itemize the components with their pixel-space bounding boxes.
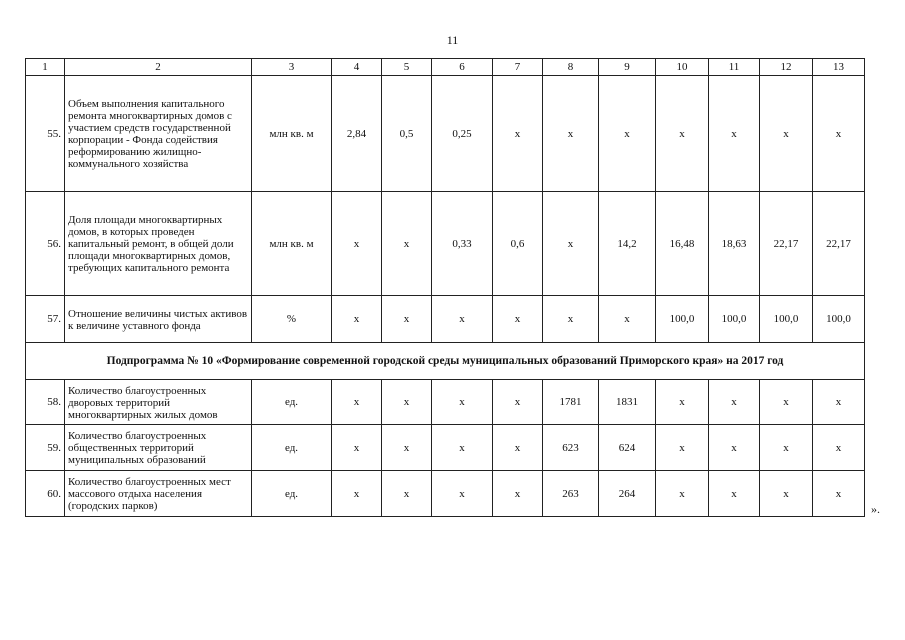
value-cell: x [709,425,760,471]
indicator-name: Количество благоустроенных дворовых территорий многоквартирных жилых домов [65,380,252,425]
value-cell: x [760,380,813,425]
column-header-4: 4 [332,59,382,76]
table-row [26,425,865,471]
value-cell: 263 [543,471,599,517]
value-cell: 0,5 [382,76,432,192]
value-cell: x [656,380,709,425]
value-cell: x [813,76,865,192]
column-header-7: 7 [493,59,543,76]
value-cell: 16,48 [656,192,709,296]
value-cell: 22,17 [760,192,813,296]
indicator-name: Количество благоустроенных общественных территорий муниципальных образований [65,425,252,471]
value-cell: 100,0 [709,296,760,343]
value-cell: x [493,76,543,192]
value-cell: 0,6 [493,192,543,296]
value-cell: x [709,76,760,192]
subprogram-title: Подпрограмма № 10 «Формирование современной городской среды муниципальных образований Приморского края» на 2017 год [26,343,865,380]
row-number: 57. [26,296,65,343]
indicator-name: Объем выполнения капитального ремонта многоквартирных домов с участием средств государственной корпорации - Фонда содействия реформированию жилищно-коммунального хозяйства [65,76,252,192]
value-cell: 0,33 [432,192,493,296]
unit-cell: млн кв. м [252,192,332,296]
column-header-11: 11 [709,59,760,76]
unit-cell: % [252,296,332,343]
value-cell: x [813,380,865,425]
indicator-name: Отношение величины чистых активов к величине уставного фонда [65,296,252,343]
table-row [26,76,865,192]
value-cell: x [813,471,865,517]
value-cell: x [382,425,432,471]
column-header-2: 2 [65,59,252,76]
header-row [26,59,865,76]
row-number: 55. [26,76,65,192]
value-cell: 2,84 [332,76,382,192]
value-cell: x [493,296,543,343]
value-cell: x [493,425,543,471]
value-cell: 264 [599,471,656,517]
value-cell: x [656,425,709,471]
table-row [26,380,865,425]
value-cell: x [332,471,382,517]
value-cell: x [599,76,656,192]
value-cell: 0,25 [432,76,493,192]
value-cell: x [382,192,432,296]
row-number: 58. [26,380,65,425]
indicator-name: Доля площади многоквартирных домов, в которых проведен капитальный ремонт, в общей доли площади многоквартирных домов, требующих капитального ремонта [65,192,252,296]
value-cell: x [760,471,813,517]
value-cell: x [332,296,382,343]
unit-cell: ед. [252,380,332,425]
value-cell: 623 [543,425,599,471]
value-cell: x [656,471,709,517]
value-cell: x [709,471,760,517]
table-row [26,471,865,517]
table-row [26,296,865,343]
value-cell: 100,0 [813,296,865,343]
value-cell: x [656,76,709,192]
column-header-13: 13 [813,59,865,76]
column-header-6: 6 [432,59,493,76]
value-cell: 18,63 [709,192,760,296]
column-header-10: 10 [656,59,709,76]
value-cell: x [760,76,813,192]
value-cell: x [543,192,599,296]
value-cell: 1781 [543,380,599,425]
unit-cell: ед. [252,425,332,471]
value-cell: x [382,380,432,425]
column-header-5: 5 [382,59,432,76]
indicator-name: Количество благоустроенных мест массового отдыха населения (городских парков) [65,471,252,517]
value-cell: x [332,425,382,471]
column-header-9: 9 [599,59,656,76]
column-header-3: 3 [252,59,332,76]
row-number: 59. [26,425,65,471]
unit-cell: ед. [252,471,332,517]
value-cell: x [760,425,813,471]
unit-cell: млн кв. м [252,76,332,192]
value-cell: x [432,380,493,425]
indicators-table [25,58,865,517]
page-number: 11 [446,33,459,47]
value-cell: 1831 [599,380,656,425]
value-cell: 14,2 [599,192,656,296]
column-header-8: 8 [543,59,599,76]
value-cell: x [382,296,432,343]
value-cell: x [432,471,493,517]
value-cell: x [813,425,865,471]
value-cell: x [432,425,493,471]
value-cell: x [493,380,543,425]
value-cell: x [432,296,493,343]
value-cell: 624 [599,425,656,471]
value-cell: x [493,471,543,517]
column-header-1: 1 [26,59,65,76]
value-cell: x [709,380,760,425]
value-cell: 22,17 [813,192,865,296]
value-cell: x [332,380,382,425]
value-cell: x [599,296,656,343]
value-cell: 100,0 [760,296,813,343]
column-header-12: 12 [760,59,813,76]
row-number: 60. [26,471,65,517]
closing-quote: ». [871,502,880,516]
table-row [26,192,865,296]
value-cell: x [382,471,432,517]
value-cell: 100,0 [656,296,709,343]
value-cell: x [332,192,382,296]
value-cell: x [543,296,599,343]
row-number: 56. [26,192,65,296]
subprogram-row [26,343,865,380]
value-cell: x [543,76,599,192]
